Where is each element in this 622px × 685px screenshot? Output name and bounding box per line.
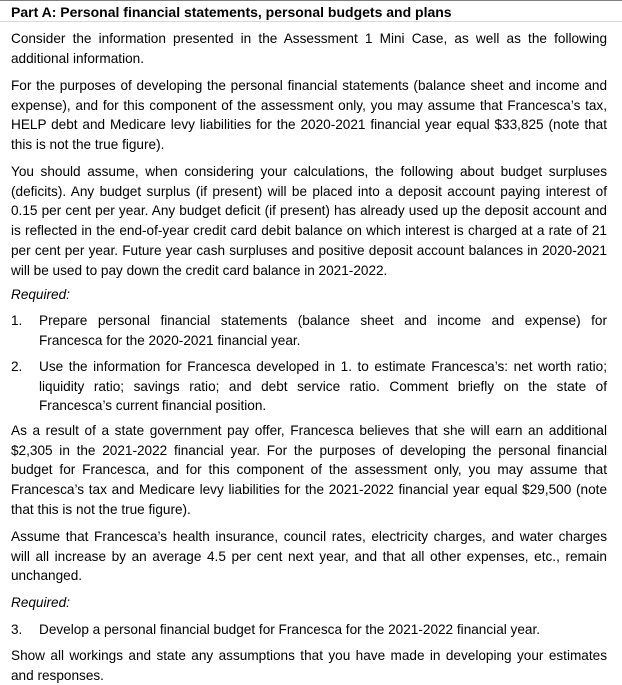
required-label-2: Required: [11,595,70,610]
pay-offer-paragraph: As a result of a state government pay offer, Francesca believes that she will earn an additional $2,305 in the 2021-2022 financial year. For the purposes of developing the personal financial budget for Francesca, and for this component of the assessment only, you may assume that Francesca’s tax and Medicare levy liabilities for the 2021-2022 financial year equal $29,500 (note that this is not the true figure). [11,423,607,517]
show-workings-paragraph: Show all workings and state any assumptions that you have made in developing your estimates and responses. [11,648,607,683]
task-number: 3. [11,622,23,637]
section-heading: Part A: Personal financial statements, personal budgets and plans [11,4,452,20]
task-item-2 [11,357,607,417]
task-text: Prepare personal financial statements (balance sheet and income and expense) for Francesca for the 2020-2021 financial year. [39,313,607,348]
required-label-1: Required: [11,287,70,302]
intro-paragraph: Consider the information presented in the Assessment 1 Mini Case, as well as the following additional information. [11,31,607,66]
heading-band [0,1,622,22]
task-item-1 [11,311,607,351]
task-text: Use the information for Francesca developed in 1. to estimate Francesca’s: net worth ratio; liquidity ratio; savings ratio; and debt service ratio. Comment briefly on the state of Francesca’s current financial position. [39,359,607,414]
task-item-3 [11,620,607,640]
purposes-paragraph: For the purposes of developing the personal financial statements (balance sheet and income and expense), and for this component of the assessment only, you may assume that Francesca’s tax, HELP debt and Medicare levy liabilities for the 2020-2021 financial year equal $33,825 (note that this is not the true figure). [11,78,607,153]
assumptions-paragraph: You should assume, when considering your calculations, the following about budget surpluses (deficits). Any budget surplus (if present) will be placed into a deposit account paying interest of 0.15 per cent per year. Any budget deficit (if present) has already used up the deposit account and is reflected in the end-of-year credit card debit balance on which interest is charged at a rate of 21 per cent per year. Future year cash surpluses and positive deposit account balances in 2020-2021 will be used to pay down the credit card balance in 2021-2022. [11,164,607,278]
task-text: Develop a personal financial budget for Francesca for the 2021-2022 financial year. [39,622,541,637]
task-number: 1. [11,313,23,328]
task-number: 2. [11,359,23,374]
increase-paragraph: Assume that Francesca’s health insurance, council rates, electricity charges, and water charges will all increase by an average 4.5 per cent next year, and that all other expenses, etc., remain unchanged. [11,529,607,584]
